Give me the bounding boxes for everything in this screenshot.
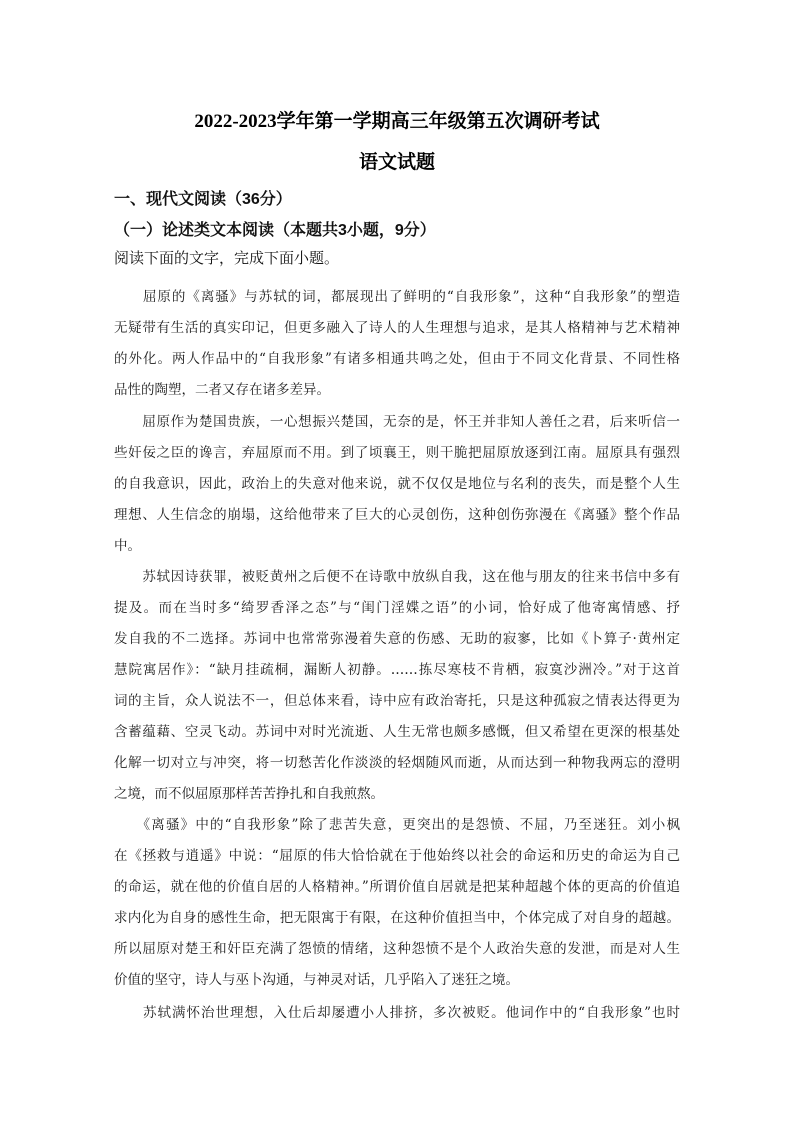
passage-line: 中。 [114, 538, 141, 554]
passage-line: 的自我意识，因此，政治上的失意对他来说，就不仅仅是地位与名利的丧失，而是整个人生 [114, 476, 680, 492]
passage-line: 价值的坚守，诗人与巫卜沟通，与神灵对话，几乎陷入了迷狂之境。 [114, 972, 519, 988]
passage-line: 理想、人生信念的崩塌，这给他带来了巨大的心灵创伤，这种创伤弥漫在《离骚》整个作品 [114, 507, 680, 523]
passage-line: 含蓄蕴藉、空灵飞动。苏词中对时光流逝、人生无常也颇多感慨，但又希望在更深的根基处 [114, 724, 680, 740]
passage-line: 屈原的《离骚》与苏轼的词，都展现出了鲜明的“自我形象”，这种“自我形象”的塑造 [114, 289, 680, 305]
passage-line: 词的主旨，众人说法不一，但总体来看，诗中应有政治寄托，只是这种孤寂之情表达得更为 [114, 693, 680, 709]
passage-line: 提及。而在当时多“绮罗香泽之态”与“闺门淫媟之语”的小词，恰好成了他寄寓情感、抒 [114, 600, 680, 616]
passage-line: 品性的陶塑，二者又存在诸多差异。 [114, 382, 330, 398]
passage-line: 屈原作为楚国贵族，一心想振兴楚国，无奈的是，怀王并非知人善任之君，后来听信一 [114, 414, 680, 430]
passage-line: 的命运，就在他的价值自居的人格精神。”所谓价值自居就是把某种超越个体的更高的价值追 [114, 879, 680, 895]
passage-line: 化解一切对立与冲突，将一切愁苦化作淡淡的轻烟随风而逝，从而达到一种物我两忘的澄明 [114, 755, 680, 771]
passage-line: 些奸佞之臣的谗言，弃屈原而不用。到了顷襄王，则干脆把屈原放逐到江南。屈原具有强烈 [114, 445, 680, 461]
passage-line: 发自我的不二选择。苏词中也常常弥漫着失意的伤感、无助的寂寥，比如《卜算子·黄州定 [114, 631, 680, 647]
passage-line: 之境，而不似屈原那样苦苦挣扎和自我煎熬。 [114, 786, 384, 802]
subsection-heading: （一）论述类文本阅读（本题共3小题，9分） [114, 222, 436, 239]
passage-line: 所以屈原对楚王和奸臣充满了怨愤的情绪，这种怨愤不是个人政治失意的发泄，而是对人生 [114, 941, 680, 957]
passage-line: 无疑带有生活的真实印记，但更多融入了诗人的人生理想与追求，是其人格精神与艺术精神 [114, 320, 680, 336]
passage-line: 苏轼满怀治世理想，入仕后却屡遭小人排挤，多次被贬。他词作中的“自我形象”也时 [114, 1005, 680, 1021]
passage-line: 求内化为自身的感性生命，把无限寓于有限，在这种价值担当中，个体完成了对自身的超越。 [114, 910, 680, 926]
passage-line: 的外化。两人作品中的“自我形象”有诸多相通共鸣之处，但由于不同文化背景、不同性格 [114, 351, 680, 367]
passage-line: 苏轼因诗获罪，被贬黄州之后便不在诗歌中放纵自我，这在他与朋友的往来书信中多有 [114, 569, 680, 585]
section-heading: 一、现代文阅读（36分） [114, 191, 292, 208]
passage-line: 慧院寓居作》：“缺月挂疏桐，漏断人初静。……拣尽寒枝不肯栖，寂寞沙洲冷。”对于这首 [114, 662, 680, 678]
passage-line: 《离骚》中的“自我形象”除了悲苦失意，更突出的是怨愤、不屈，乃至迷狂。刘小枫 [114, 817, 680, 833]
document-subtitle: 语文试题 [358, 152, 435, 173]
document-title: 2022-2023学年第一学期高三年级第五次调研考试 [194, 111, 600, 132]
reading-instruction: 阅读下面的文字，完成下面小题。 [114, 251, 340, 267]
passage-line: 在《拯救与逍遥》中说：“屈原的伟大恰恰就在于他始终以社会的命运和历史的命运为自己 [114, 848, 680, 864]
